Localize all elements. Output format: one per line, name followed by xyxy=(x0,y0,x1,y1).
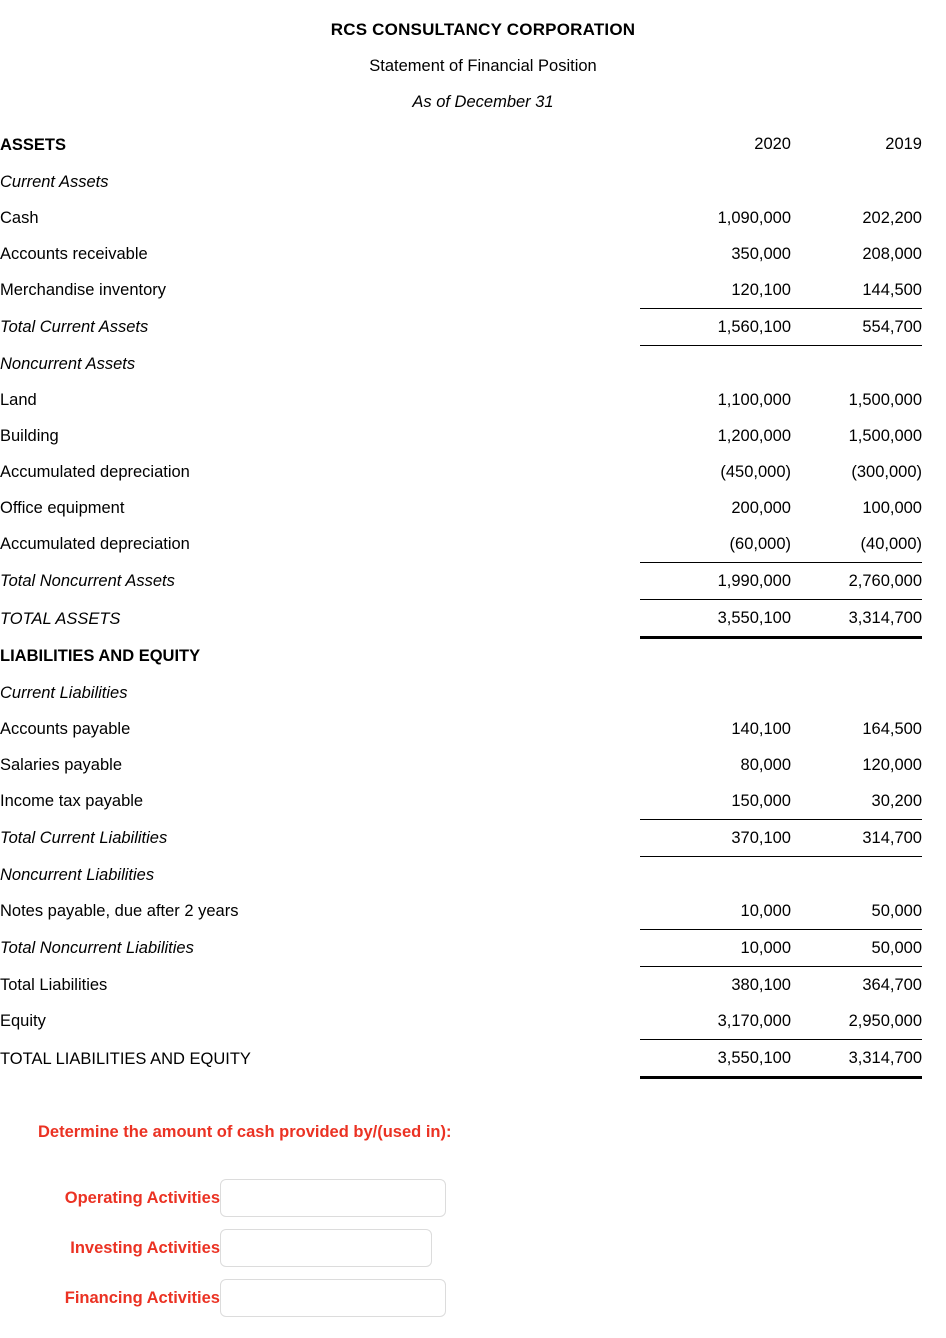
value-cell: 554,700 xyxy=(791,309,922,346)
value-cell xyxy=(640,346,791,383)
value-cell: 3,314,700 xyxy=(791,1040,922,1078)
table-row-cash xyxy=(0,200,946,236)
row-label-total: Total Current Liabilities xyxy=(0,829,168,847)
financing-activities-input[interactable] xyxy=(220,1279,446,1317)
answers-table xyxy=(0,1173,446,1323)
value-cell: (450,000) xyxy=(720,463,791,481)
value-cell: 380,100 xyxy=(731,976,791,994)
operating-activities-input[interactable] xyxy=(220,1179,446,1217)
section-heading-assets: ASSETS xyxy=(0,136,67,154)
table-row-accounts-receivable xyxy=(0,236,946,272)
value-cell xyxy=(640,164,791,200)
subheading-current-liabilities: Current Liabilities xyxy=(0,684,128,702)
value-cell xyxy=(791,857,922,894)
row-label: Building xyxy=(0,427,59,445)
row-label-total: Total Noncurrent Liabilities xyxy=(0,939,194,957)
table-row-total-current-assets xyxy=(0,309,946,346)
row-label: Accumulated depreciation xyxy=(0,535,190,554)
table-row-total-current-liabilities xyxy=(0,820,946,857)
question-prompt: Determine the amount of cash provided by/(used in): xyxy=(38,1123,452,1141)
company-name: RCS CONSULTANCY CORPORATION xyxy=(330,20,636,39)
label-operating-activities: Operating Activities xyxy=(64,1188,220,1207)
value-cell: 164,500 xyxy=(862,720,922,738)
row-label: Salaries payable xyxy=(0,756,122,774)
answer-row-investing xyxy=(0,1223,446,1273)
value-cell xyxy=(640,675,791,711)
row-label: Office equipment xyxy=(0,499,125,517)
table-row-total-liabilities xyxy=(0,967,946,1004)
table-row-total-liabilities-and-equity xyxy=(0,1040,946,1078)
row-label: Cash xyxy=(0,209,39,227)
value-cell: 2,760,000 xyxy=(791,563,922,600)
value-cell: 200,000 xyxy=(731,499,791,517)
label-investing-activities: Investing Activities xyxy=(70,1238,220,1257)
row-label-grand-total: TOTAL LIABILITIES AND EQUITY xyxy=(0,1049,251,1068)
table-row-total-noncurrent-liabilities xyxy=(0,930,946,967)
table-row-office-equipment xyxy=(0,490,946,526)
value-cell xyxy=(791,346,922,383)
table-row-noncurrent-assets xyxy=(0,346,946,383)
value-cell: 350,000 xyxy=(731,245,791,263)
table-row-current-assets xyxy=(0,164,946,200)
row-label: Merchandise inventory xyxy=(0,281,166,300)
value-cell: (60,000) xyxy=(729,535,791,553)
value-cell: 364,700 xyxy=(862,976,922,994)
value-cell: 1,500,000 xyxy=(848,427,922,445)
value-cell xyxy=(791,675,922,711)
value-cell xyxy=(791,164,922,200)
subheading-noncurrent-liabilities: Noncurrent Liabilities xyxy=(0,865,155,884)
financial-statement-table xyxy=(0,126,946,1079)
value-cell: 100,000 xyxy=(862,499,922,517)
value-cell: 208,000 xyxy=(862,245,922,263)
section-heading-liabilities-equity: LIABILITIES AND EQUITY xyxy=(0,647,201,666)
value-cell: 150,000 xyxy=(731,792,791,810)
value-cell: 10,000 xyxy=(640,930,791,967)
row-label-equity: Equity xyxy=(0,1012,46,1031)
column-header-year1: 2020 xyxy=(754,135,791,153)
answer-row-operating xyxy=(0,1173,446,1223)
spacer-cell xyxy=(922,126,946,164)
table-row-notes-payable xyxy=(0,893,946,930)
column-header-year2: 2019 xyxy=(885,135,922,153)
value-cell: 202,200 xyxy=(862,209,922,227)
value-cell: 140,100 xyxy=(731,720,791,738)
value-cell: 1,560,100 xyxy=(640,309,791,346)
answer-row-financing xyxy=(0,1273,446,1323)
table-row-assets-header xyxy=(0,126,946,164)
row-label-grand-total: TOTAL ASSETS xyxy=(0,609,121,628)
row-label-total: Total Noncurrent Assets xyxy=(0,572,175,590)
value-cell: 370,100 xyxy=(640,820,791,857)
table-row-accumulated-depreciation-building xyxy=(0,454,946,490)
statement-period: As of December 31 xyxy=(412,93,554,111)
table-row-land xyxy=(0,382,946,418)
row-label-total: Total Liabilities xyxy=(0,975,108,994)
value-cell: 80,000 xyxy=(740,756,791,774)
value-cell: 1,500,000 xyxy=(848,391,922,409)
value-cell: (300,000) xyxy=(851,463,922,481)
value-cell xyxy=(791,638,922,676)
value-cell xyxy=(640,857,791,894)
value-cell: 50,000 xyxy=(791,930,922,967)
table-row-liabilities-and-equity-header xyxy=(0,638,946,676)
table-row-income-tax-payable xyxy=(0,783,946,820)
table-row-accounts-payable xyxy=(0,711,946,747)
value-cell: 120,000 xyxy=(862,756,922,774)
subheading-current-assets: Current Assets xyxy=(0,173,109,191)
row-label: Accounts receivable xyxy=(0,245,148,263)
value-cell: 1,100,000 xyxy=(717,391,791,409)
table-row-total-assets xyxy=(0,600,946,638)
value-cell: 3,550,100 xyxy=(640,1040,791,1078)
table-row-total-noncurrent-assets xyxy=(0,563,946,600)
value-cell xyxy=(640,638,791,676)
value-cell: 30,200 xyxy=(871,792,922,810)
row-label: Income tax payable xyxy=(0,792,144,811)
value-cell: 3,550,100 xyxy=(640,600,791,638)
subheading-noncurrent-assets: Noncurrent Assets xyxy=(0,354,136,373)
value-cell: 1,990,000 xyxy=(640,563,791,600)
value-cell: 10,000 xyxy=(640,893,791,930)
table-row-noncurrent-liabilities xyxy=(0,857,946,894)
label-financing-activities: Financing Activities xyxy=(64,1288,220,1307)
value-cell: 3,170,000 xyxy=(640,1003,791,1040)
investing-activities-input[interactable] xyxy=(220,1229,432,1267)
value-cell: 1,200,000 xyxy=(717,427,791,445)
row-label: Accounts payable xyxy=(0,720,131,738)
value-cell: 50,000 xyxy=(791,893,922,930)
value-cell: 1,090,000 xyxy=(717,209,791,227)
table-row-current-liabilities xyxy=(0,675,946,711)
value-cell: 2,950,000 xyxy=(791,1003,922,1040)
table-row-building xyxy=(0,418,946,454)
row-label: Notes payable, due after 2 years xyxy=(0,902,239,921)
row-label: Land xyxy=(0,391,37,409)
document-header xyxy=(0,0,946,114)
value-cell: 120,100 xyxy=(731,281,791,299)
value-cell: (40,000) xyxy=(860,535,922,553)
value-cell: 314,700 xyxy=(791,820,922,857)
row-label-total: Total Current Assets xyxy=(0,318,149,336)
table-row-equity xyxy=(0,1003,946,1040)
question-block xyxy=(0,1121,946,1323)
table-row-merchandise-inventory xyxy=(0,272,946,309)
value-cell: 3,314,700 xyxy=(791,600,922,638)
value-cell: 144,500 xyxy=(862,281,922,299)
statement-title: Statement of Financial Position xyxy=(369,57,597,75)
table-row-salaries-payable xyxy=(0,747,946,783)
table-row-accumulated-depreciation-equipment xyxy=(0,526,946,563)
row-label: Accumulated depreciation xyxy=(0,463,190,481)
